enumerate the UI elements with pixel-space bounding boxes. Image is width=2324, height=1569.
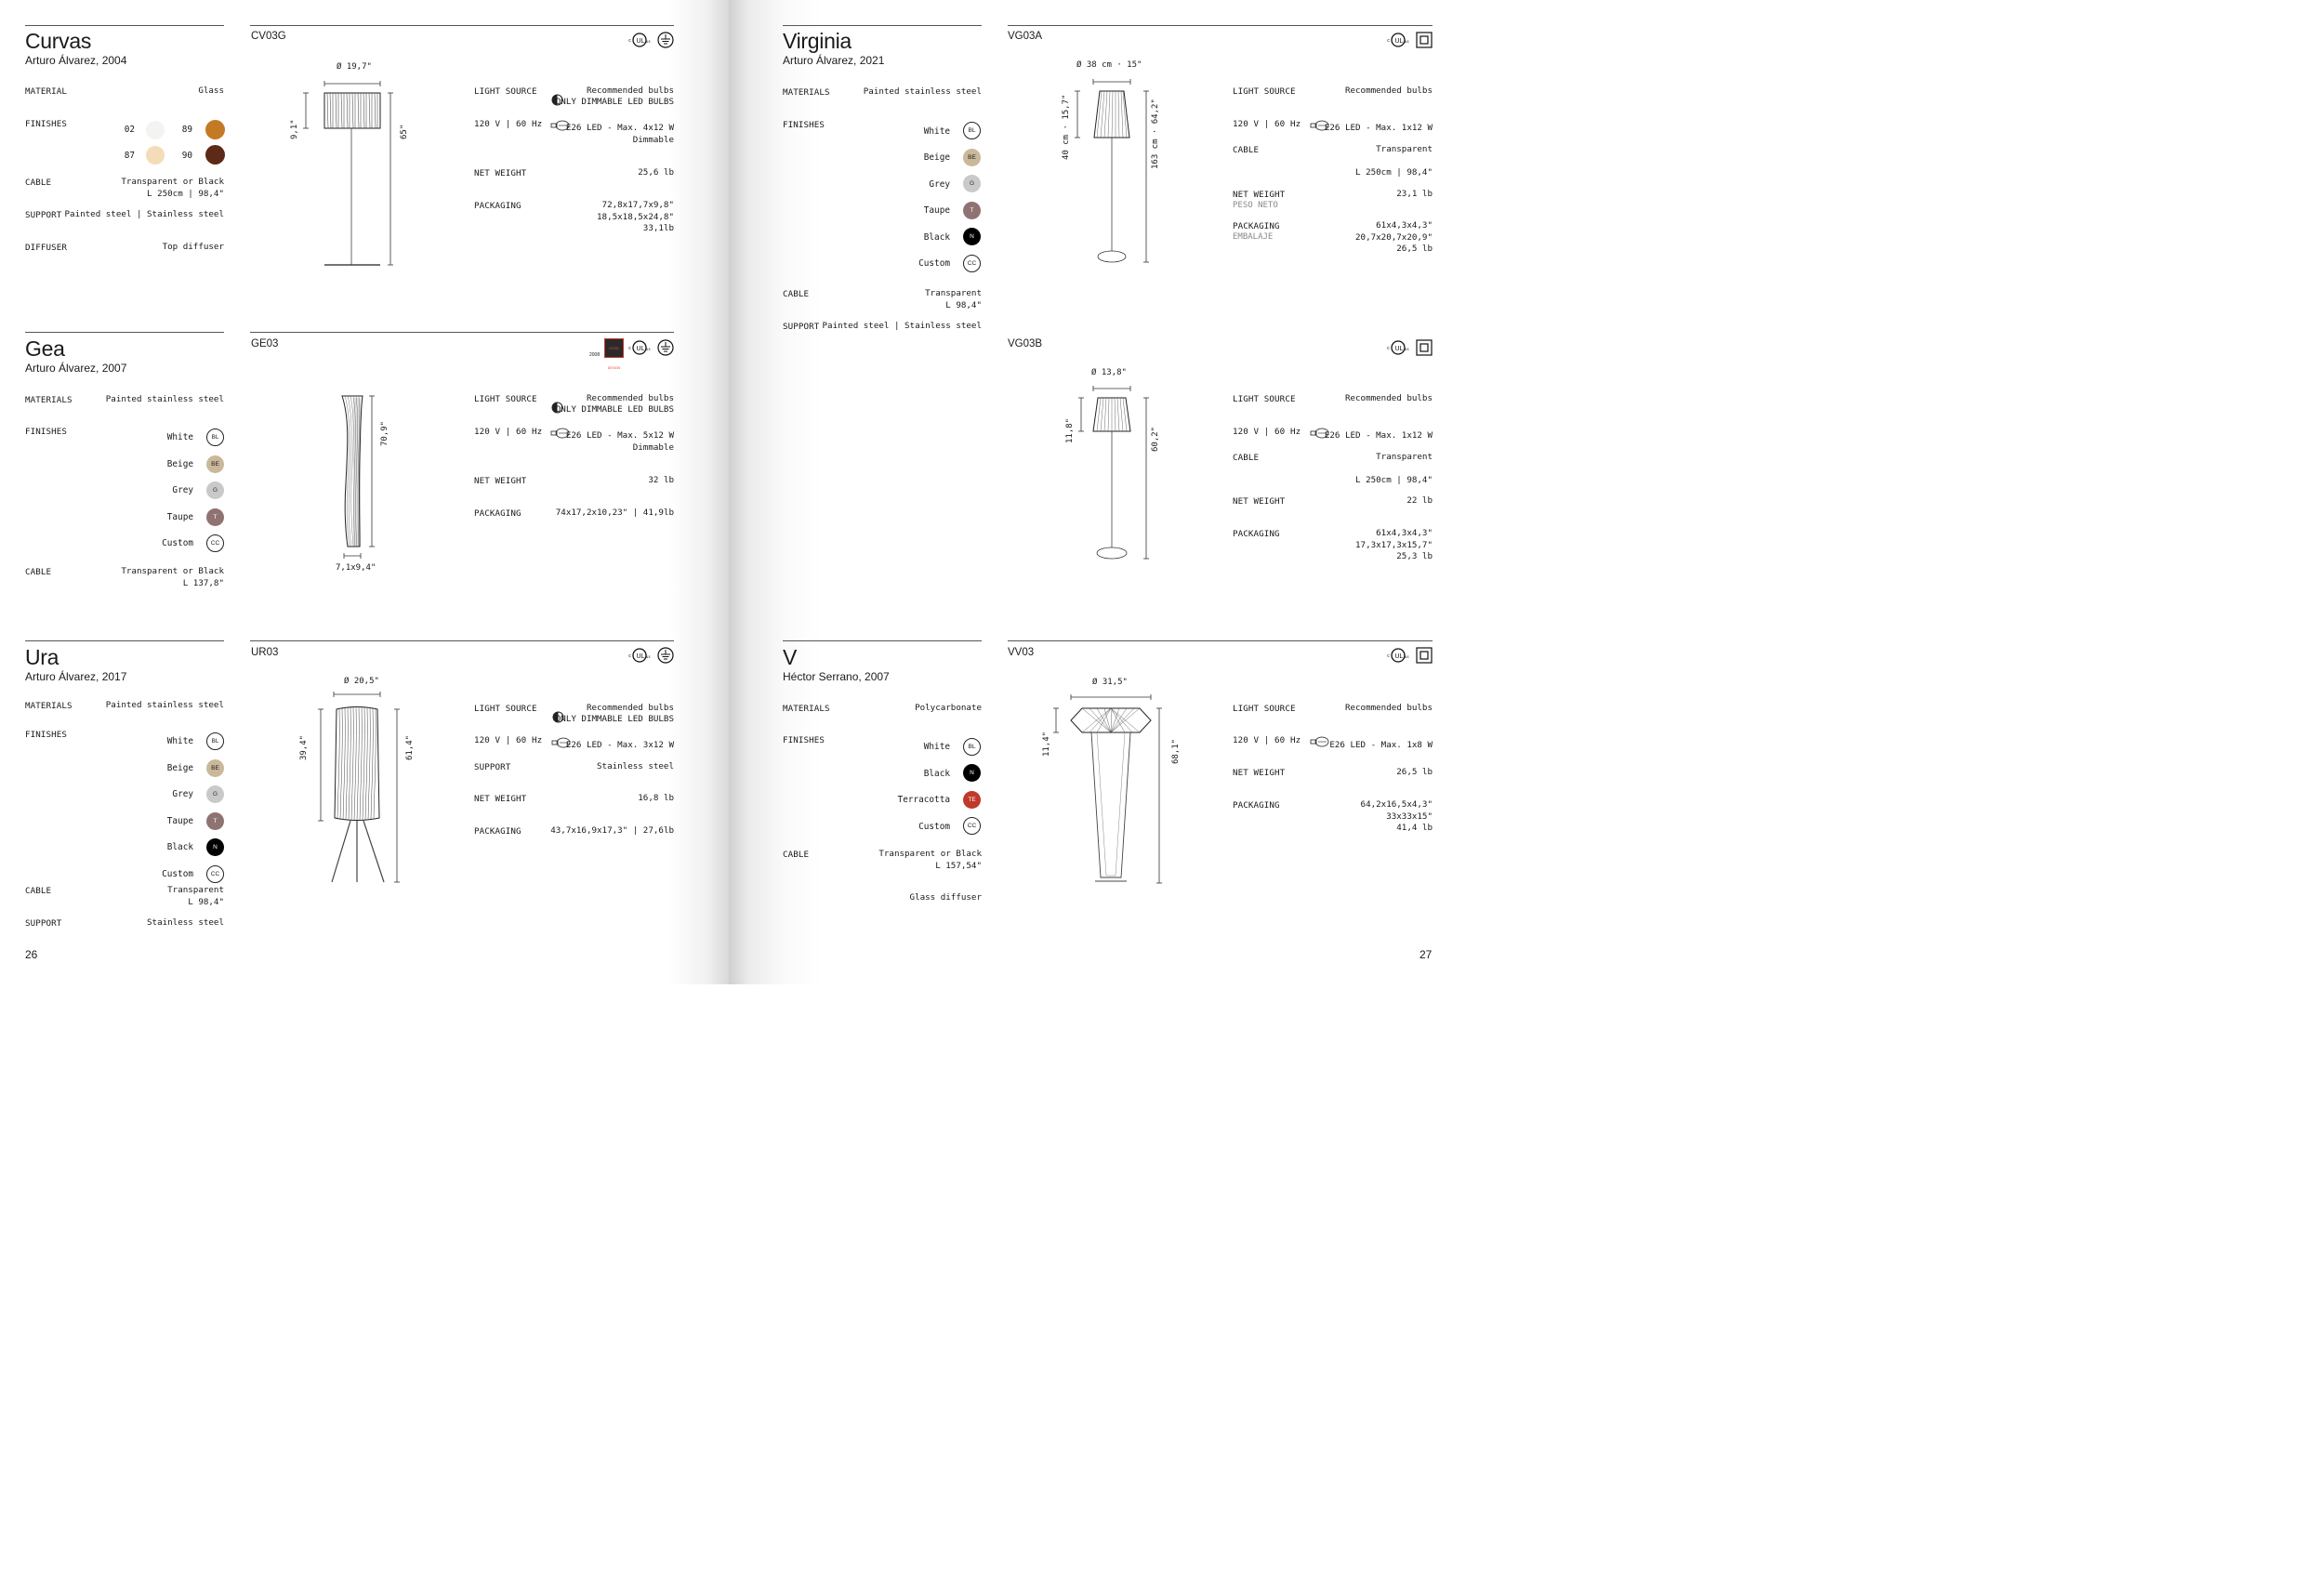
spec-value: ONLY DIMMABLE LED BULBS — [555, 714, 674, 724]
ul-listed-icon — [628, 341, 651, 354]
ul-listed-icon — [628, 33, 651, 46]
divider — [1008, 640, 1433, 641]
dimension-label: 11,4" — [1042, 731, 1051, 757]
spec-value: E26 LED - Max. 1x8 W — [1329, 740, 1433, 750]
spec-label: FINISHES — [25, 730, 68, 740]
divider — [783, 25, 982, 26]
spec-label: PACKAGING — [474, 826, 522, 837]
ul-listed-icon — [628, 649, 651, 662]
finish-name: White — [166, 736, 193, 746]
spec-label: PACKAGING — [474, 508, 522, 519]
finish-name: Terracotta — [897, 795, 950, 805]
spec-value: Painted stainless steel — [105, 394, 224, 404]
spec-label: NET WEIGHT — [474, 168, 527, 178]
finish-swatch: BE — [963, 149, 981, 166]
finish-code: 87 — [124, 151, 135, 161]
spec-label: NET WEIGHT — [1233, 496, 1286, 507]
spec-label: FINISHES — [25, 119, 68, 129]
finish-name: White — [923, 742, 950, 752]
finish-code: 02 — [124, 125, 135, 135]
lamp-drawing — [335, 390, 381, 562]
spec-value — [121, 566, 224, 589]
spec-value: 32 lb — [648, 475, 674, 485]
finish-swatch: CC — [963, 817, 981, 835]
divider — [25, 25, 224, 26]
finish-swatch: G — [206, 481, 224, 499]
finish-swatch: BL — [963, 122, 981, 139]
spec-value: Glass — [198, 86, 224, 96]
page-number: 26 — [25, 948, 38, 961]
finish-swatch: BE — [206, 759, 224, 777]
spec-value-line: Dimmable — [632, 442, 674, 453]
divider — [250, 332, 674, 333]
dimension-label: 39,4" — [299, 734, 309, 760]
spec-label: NET WEIGHT — [474, 794, 527, 804]
product-name: Gea — [25, 336, 65, 361]
spec-value: Recommended bulbs — [1344, 703, 1433, 713]
svg-text:c: c — [628, 38, 632, 44]
spec-label: PACKAGING — [1233, 221, 1280, 231]
dimension-label: Ø 13,8" — [1091, 368, 1127, 377]
spec-value-line: 20,7x20,7x20,9" — [1355, 231, 1433, 243]
spec-label: LIGHT SOURCE — [474, 704, 537, 714]
spec-sublabel: PESO NETO — [1233, 201, 1278, 210]
finish-swatch: G — [963, 175, 981, 192]
spec-label: CABLE — [25, 567, 52, 577]
dimension-label: Ø 20,5" — [344, 677, 379, 686]
spec-label: CABLE — [783, 289, 810, 299]
lamp-drawing — [1073, 76, 1166, 271]
spec-value-line: 25,3 lb — [1396, 551, 1433, 561]
finish-swatch: BL — [963, 738, 981, 756]
divider — [250, 640, 674, 641]
spec-value: 23,1 lb — [1396, 189, 1433, 199]
spec-value: Transparent — [1376, 144, 1433, 154]
spec-value: E26 LED - Max. 3x12 W — [565, 740, 674, 750]
finish-swatch: CC — [963, 255, 981, 272]
award-year: 2008 — [589, 352, 601, 358]
spec-value: 26,5 lb — [1396, 767, 1433, 777]
spec-value-line: E26 LED - Max. 5x12 W — [565, 430, 674, 441]
dimension-label: 65" — [400, 124, 409, 139]
spec-label: SUPPORT — [783, 322, 820, 332]
svg-text:UL: UL — [1394, 653, 1404, 660]
spec-value-line: Transparent or Black — [121, 177, 224, 187]
spec-value — [1355, 528, 1433, 563]
finish-code: 90 — [181, 151, 192, 161]
certification-icons — [628, 32, 675, 48]
finish-name: Taupe — [166, 816, 193, 826]
spec-value-line: 33,1lb — [642, 223, 674, 233]
good-design-award-badge: GOOD DESIGN — [604, 338, 624, 358]
spec-label: 120 V | 60 Hz — [474, 735, 543, 745]
spec-value — [1361, 799, 1433, 835]
spec-label: MATERIALS — [783, 704, 830, 714]
spec-label: CABLE — [1233, 145, 1260, 155]
spec-label: 120 V | 60 Hz — [1233, 735, 1301, 745]
dimension-label: 68,1" — [1171, 738, 1181, 764]
dimension-label: Ø 19,7" — [337, 62, 372, 72]
spec-value — [167, 885, 224, 908]
ul-listed-icon — [1387, 649, 1409, 662]
certification-icons — [628, 647, 675, 664]
product-name: V — [783, 645, 798, 669]
lamp-drawing — [297, 79, 418, 274]
spec-value-line: E26 LED - Max. 4x12 W — [565, 123, 674, 133]
svg-text:UL: UL — [636, 38, 645, 45]
model-ref: CV03G — [251, 31, 286, 42]
spec-value: Painted stainless steel — [105, 700, 224, 710]
spec-label: PACKAGING — [1233, 529, 1280, 539]
spec-value-line: Transparent — [167, 885, 224, 895]
product-author: Héctor Serrano, 2007 — [783, 670, 890, 683]
spec-value: Recommended bulbs — [586, 703, 674, 713]
finish-swatch: G — [206, 785, 224, 803]
svg-text:UL: UL — [1394, 38, 1404, 45]
product-author: Arturo Álvarez, 2004 — [25, 54, 127, 67]
svg-text:UL: UL — [636, 653, 645, 660]
svg-text:c: c — [628, 653, 632, 659]
finish-swatch — [146, 121, 165, 139]
spec-label: 120 V | 60 Hz — [1233, 427, 1301, 437]
model-ref: VG03A — [1008, 31, 1043, 42]
spec-value-line: L 157,54" — [935, 860, 982, 871]
spec-value-line: 72,8x17,7x9,8" — [601, 200, 674, 210]
divider — [250, 25, 674, 26]
spec-label: LIGHT SOURCE — [1233, 704, 1296, 714]
ul-listed-icon — [1387, 341, 1409, 354]
lamp-drawing — [1073, 383, 1166, 564]
spec-value: Recommended bulbs — [586, 86, 674, 96]
finish-swatch: BL — [206, 732, 224, 750]
spec-label: FINISHES — [783, 120, 825, 130]
spec-label: LIGHT SOURCE — [1233, 394, 1296, 404]
divider — [1008, 25, 1433, 26]
spec-value: 16,8 lb — [638, 793, 674, 803]
spec-value-line: L 250cm | 98,4" — [147, 188, 224, 199]
divider — [783, 640, 982, 641]
spec-value: Stainless steel — [147, 917, 224, 928]
spec-value: 22 lb — [1406, 495, 1433, 506]
dimension-label: 163 cm · 64,2" — [1151, 99, 1160, 169]
svg-text:c: c — [628, 346, 632, 351]
spec-label: DIFFUSER — [25, 243, 68, 253]
spec-value-line: 61x4,3x4,3" — [1376, 528, 1433, 538]
dimension-label: 61,4" — [405, 734, 415, 760]
dimension-label: 7,1x9,4" — [336, 563, 376, 573]
finish-swatch: N — [963, 228, 981, 245]
finish-name: Black — [923, 232, 950, 243]
spec-value: Polycarbonate — [915, 703, 982, 713]
model-ref: UR03 — [251, 647, 279, 658]
spec-label: FINISHES — [783, 735, 825, 745]
spec-value-line: 64,2x16,5x4,3" — [1360, 799, 1433, 810]
spec-label: FINISHES — [25, 427, 68, 437]
finish-swatch: BL — [206, 429, 224, 446]
spec-value: 43,7x16,9x17,3" | 27,6lb — [550, 825, 674, 836]
spec-label: LIGHT SOURCE — [474, 394, 537, 404]
svg-text:UL: UL — [1394, 346, 1404, 352]
spec-label: MATERIALS — [25, 395, 73, 405]
svg-text:c: c — [1387, 653, 1391, 659]
spec-label: NET WEIGHT — [1233, 190, 1286, 200]
finish-swatch: N — [963, 764, 981, 782]
product-author: Arturo Álvarez, 2017 — [25, 670, 127, 683]
class-ii-icon — [1417, 340, 1432, 355]
divider — [25, 332, 224, 333]
spec-value — [566, 123, 674, 146]
dimension-label: 40 cm · 15,7" — [1062, 94, 1071, 160]
ul-listed-icon — [1387, 33, 1409, 46]
finish-name: Beige — [166, 763, 193, 773]
svg-text:us: us — [1405, 347, 1409, 351]
product-author: Arturo Álvarez, 2021 — [783, 54, 885, 67]
spec-value: Recommended bulbs — [1344, 393, 1433, 403]
dimension-label: Ø 38 cm · 15" — [1076, 60, 1142, 70]
ground-icon — [658, 33, 673, 47]
product-name: Virginia — [783, 29, 852, 53]
spec-sublabel: EMBALAJE — [1233, 232, 1274, 242]
spec-value — [1355, 220, 1433, 256]
ground-icon — [658, 648, 673, 663]
spec-value: ONLY DIMMABLE LED BULBS — [555, 404, 674, 415]
lamp-drawing — [311, 691, 414, 890]
spec-value: Recommended bulbs — [1344, 86, 1433, 96]
finish-swatch — [146, 146, 165, 165]
spec-label: LIGHT SOURCE — [474, 86, 537, 97]
spec-label: 120 V | 60 Hz — [474, 119, 543, 129]
spec-value: ONLY DIMMABLE LED BULBS — [555, 97, 674, 107]
dimension-label: 11,8" — [1065, 417, 1075, 443]
spec-value — [878, 849, 982, 872]
spec-label: NET WEIGHT — [474, 476, 527, 486]
spec-value: E26 LED - Max. 1x12 W — [1324, 123, 1433, 133]
spec-value-line: 26,5 lb — [1396, 244, 1433, 254]
finish-name: Custom — [162, 538, 193, 548]
model-ref: GE03 — [251, 338, 279, 349]
finish-name: Black — [923, 769, 950, 779]
spec-value: Glass diffuser — [909, 892, 982, 903]
spec-label: MATERIALS — [25, 701, 73, 711]
spec-label: CABLE — [25, 886, 52, 896]
spec-label: CABLE — [25, 178, 52, 188]
lamp-drawing — [1054, 692, 1184, 891]
spec-label: CABLE — [783, 850, 810, 860]
spec-value — [566, 430, 674, 454]
spec-label: SUPPORT — [25, 210, 62, 220]
spec-label: CABLE — [1233, 453, 1260, 463]
finish-name: Custom — [162, 869, 193, 879]
finish-code: 89 — [181, 125, 192, 135]
finish-swatch: T — [206, 812, 224, 830]
svg-text:us: us — [1405, 39, 1409, 44]
bulb-icon — [1309, 736, 1331, 747]
spec-value-line: 41,4 lb — [1396, 823, 1433, 833]
finish-name: Custom — [918, 822, 950, 832]
svg-text:us: us — [1405, 654, 1409, 659]
certification-icons — [628, 339, 675, 356]
class-ii-icon — [1417, 648, 1432, 663]
spec-value: Top diffuser — [162, 242, 224, 252]
spec-value-line: Transparent or Black — [121, 566, 224, 576]
dimension-label: 70,9" — [380, 420, 390, 446]
finish-name: Grey — [929, 179, 950, 190]
model-ref: VG03B — [1008, 338, 1043, 349]
certification-icons — [1387, 339, 1433, 356]
finish-swatch — [205, 145, 225, 165]
finish-name: Grey — [172, 485, 193, 495]
spec-value: Recommended bulbs — [586, 393, 674, 403]
svg-text:UL: UL — [636, 346, 645, 352]
spec-value-line: Transparent or Black — [878, 849, 982, 859]
finish-swatch: TE — [963, 791, 981, 809]
spec-value: 74x17,2x10,23" | 41,9lb — [555, 508, 674, 518]
spec-label: 120 V | 60 Hz — [474, 427, 543, 437]
finish-swatch: BE — [206, 455, 224, 473]
product-author: Arturo Álvarez, 2007 — [25, 362, 127, 375]
spec-value: Transparent — [1376, 452, 1433, 462]
certification-icons — [1387, 647, 1433, 664]
spec-value: Painted steel | Stainless steel — [822, 321, 982, 331]
spec-label: PACKAGING — [474, 201, 522, 211]
finish-swatch: CC — [206, 534, 224, 552]
finish-swatch: CC — [206, 865, 224, 883]
spec-value: Stainless steel — [597, 761, 674, 771]
spec-label: NET WEIGHT — [1233, 768, 1286, 778]
finish-name: White — [923, 126, 950, 137]
finish-swatch: N — [206, 838, 224, 856]
finish-name: Beige — [923, 152, 950, 163]
right-page — [729, 0, 1458, 984]
svg-text:us: us — [646, 347, 651, 351]
finish-name: Black — [166, 842, 193, 852]
finish-name: Grey — [172, 789, 193, 799]
spec-value: Painted steel | Stainless steel — [64, 209, 224, 219]
finish-name: Custom — [918, 258, 950, 269]
finish-name: Taupe — [166, 512, 193, 522]
finish-swatch — [205, 120, 225, 139]
svg-text:c: c — [1387, 38, 1391, 44]
spec-label: MATERIAL — [25, 86, 68, 97]
certification-icons — [1387, 32, 1433, 48]
spec-label: PACKAGING — [1233, 800, 1280, 811]
spec-value-line: 18,5x18,5x24,8" — [597, 211, 674, 222]
spec-value-line: 17,3x17,3x15,7" — [1355, 539, 1433, 550]
dimension-label: 60,2" — [1151, 426, 1160, 452]
page-number: 27 — [1419, 948, 1433, 961]
svg-text:c: c — [1387, 346, 1391, 351]
dimension-label: Ø 31,5" — [1092, 678, 1128, 687]
spec-value: L 250cm | 98,4" — [1355, 167, 1433, 178]
spec-label: SUPPORT — [25, 918, 62, 929]
spec-value — [121, 177, 224, 200]
spec-label: SUPPORT — [474, 762, 511, 772]
product-name: Ura — [25, 645, 59, 669]
spec-value: E26 LED - Max. 1x12 W — [1324, 430, 1433, 441]
finish-swatch: T — [963, 202, 981, 219]
spec-label: MATERIALS — [783, 87, 830, 98]
class-ii-icon — [1417, 33, 1432, 47]
spec-value: L 250cm | 98,4" — [1355, 475, 1433, 485]
spec-value-line: L 98,4" — [188, 896, 224, 907]
svg-text:us: us — [646, 39, 651, 44]
spec-value-line: Dimmable — [632, 134, 674, 145]
model-ref: VV03 — [1008, 647, 1035, 658]
spec-value: Painted stainless steel — [863, 86, 982, 97]
finish-swatch: T — [206, 508, 224, 526]
spec-value-line: L 137,8" — [182, 577, 224, 588]
divider — [25, 640, 224, 641]
spec-label: 120 V | 60 Hz — [1233, 119, 1301, 129]
finish-name: Taupe — [923, 205, 950, 216]
spec-value-line: 61x4,3x4,3" — [1376, 220, 1433, 231]
spec-label: LIGHT SOURCE — [1233, 86, 1296, 97]
spec-value — [597, 200, 674, 235]
product-name: Curvas — [25, 29, 92, 53]
spec-value: 25,6 lb — [638, 167, 674, 178]
ground-icon — [658, 340, 673, 355]
dimension-label: 9,1" — [290, 119, 299, 139]
spec-value-line: L 98,4" — [945, 299, 982, 310]
spec-value-line: Transparent — [925, 288, 982, 298]
finish-name: Beige — [166, 459, 193, 469]
spec-value-line: 33x33x15" — [1386, 811, 1433, 822]
spec-value — [925, 288, 982, 311]
finish-name: White — [166, 432, 193, 442]
left-page — [0, 0, 729, 984]
svg-text:us: us — [646, 654, 651, 659]
